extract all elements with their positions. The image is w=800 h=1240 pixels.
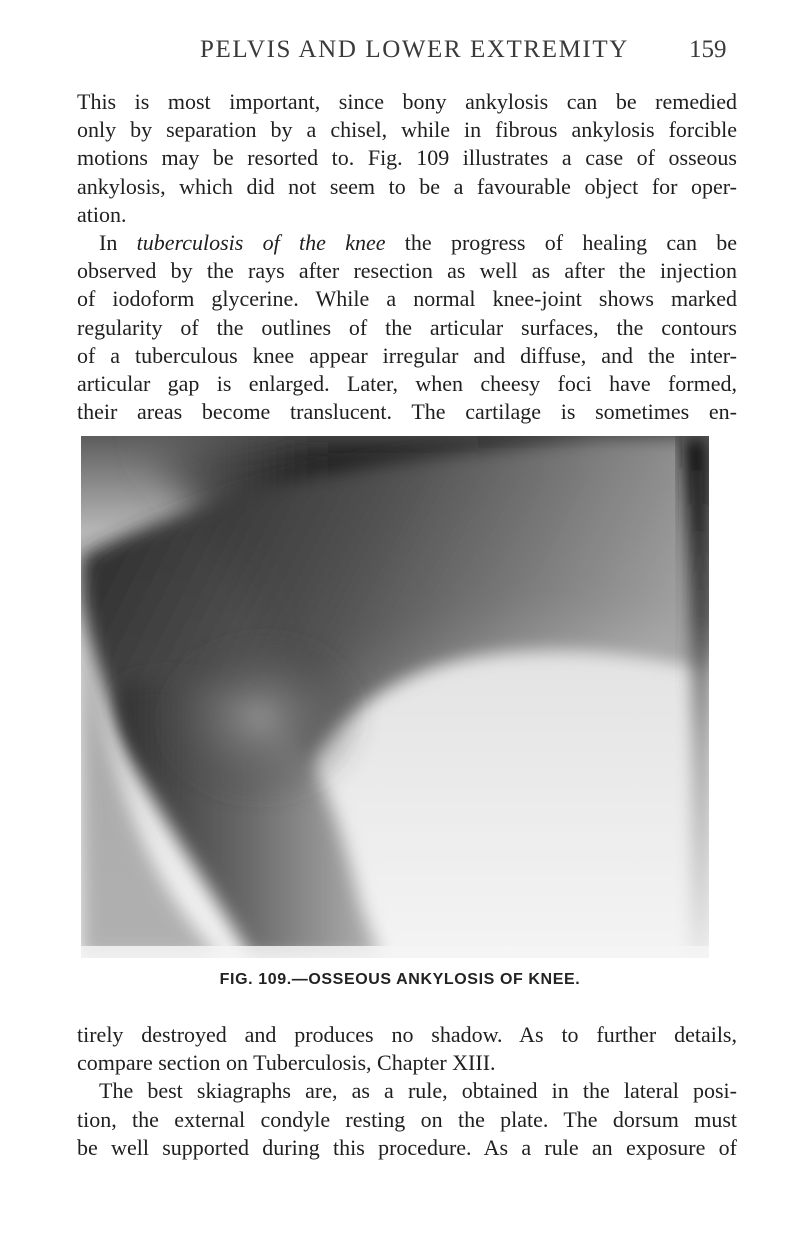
text-line: The best skiagraphs are, as a rule, obtained in the lateral posi- bbox=[99, 1078, 737, 1104]
italic-term: tuberculosis of the knee bbox=[136, 230, 386, 256]
top-text-block bbox=[77, 88, 737, 426]
text-line: tirely destroyed and produces no shadow. As to further details, bbox=[77, 1022, 737, 1047]
xray-image bbox=[81, 436, 709, 958]
figure-caption: FIG. 109.—OSSEOUS ANKYLOSIS OF KNEE. bbox=[219, 971, 581, 988]
running-head bbox=[0, 36, 800, 68]
paragraph-1 bbox=[77, 88, 737, 229]
running-head-title: PELVIS AND LOWER EXTREMITY bbox=[200, 36, 629, 63]
page-number: 159 bbox=[689, 36, 727, 63]
text-line: their areas become translucent. The cartilage is sometimes en- bbox=[77, 399, 737, 425]
text-line: only by separation by a chisel, while in fibrous ankylosis forcible bbox=[77, 117, 737, 143]
text-line: of iodoform glycerine. While a normal knee-joint shows marked bbox=[77, 286, 737, 312]
paragraph-3 bbox=[77, 1021, 737, 1077]
xray-figure bbox=[81, 436, 709, 958]
text-line: compare section on Tuberculosis, Chapter XIII. bbox=[77, 1050, 496, 1076]
text-line: ation. bbox=[77, 201, 127, 227]
text-line: This is most important, since bony ankylosis can be remedied bbox=[77, 89, 737, 114]
text-line: regularity of the outlines of the articular surfaces, the contours bbox=[77, 314, 737, 340]
text-line: be well supported during this procedure. As a rule an exposure of bbox=[77, 1134, 737, 1160]
paragraph-4 bbox=[77, 1077, 737, 1162]
text-line: ankylosis, which did not seem to be a favourable object for oper- bbox=[77, 173, 737, 199]
text-line: tion, the external condyle resting on the plate. The dorsum must bbox=[77, 1106, 737, 1132]
text-fragment: In bbox=[99, 230, 137, 256]
text-line: of a tuberculous knee appear irregular and diffuse, and the inter- bbox=[77, 342, 737, 368]
text-line: motions may be resorted to. Fig. 109 illustrates a case of osseous bbox=[77, 145, 737, 171]
bottom-text-block bbox=[77, 1021, 737, 1162]
text-line: observed by the rays after resection as well as after the injection bbox=[77, 258, 737, 284]
text-line: articular gap is enlarged. Later, when cheesy foci have formed, bbox=[77, 371, 737, 397]
text-line bbox=[77, 229, 737, 257]
text-fragment: the progress of healing can be bbox=[385, 230, 737, 256]
paragraph-2 bbox=[77, 229, 737, 426]
